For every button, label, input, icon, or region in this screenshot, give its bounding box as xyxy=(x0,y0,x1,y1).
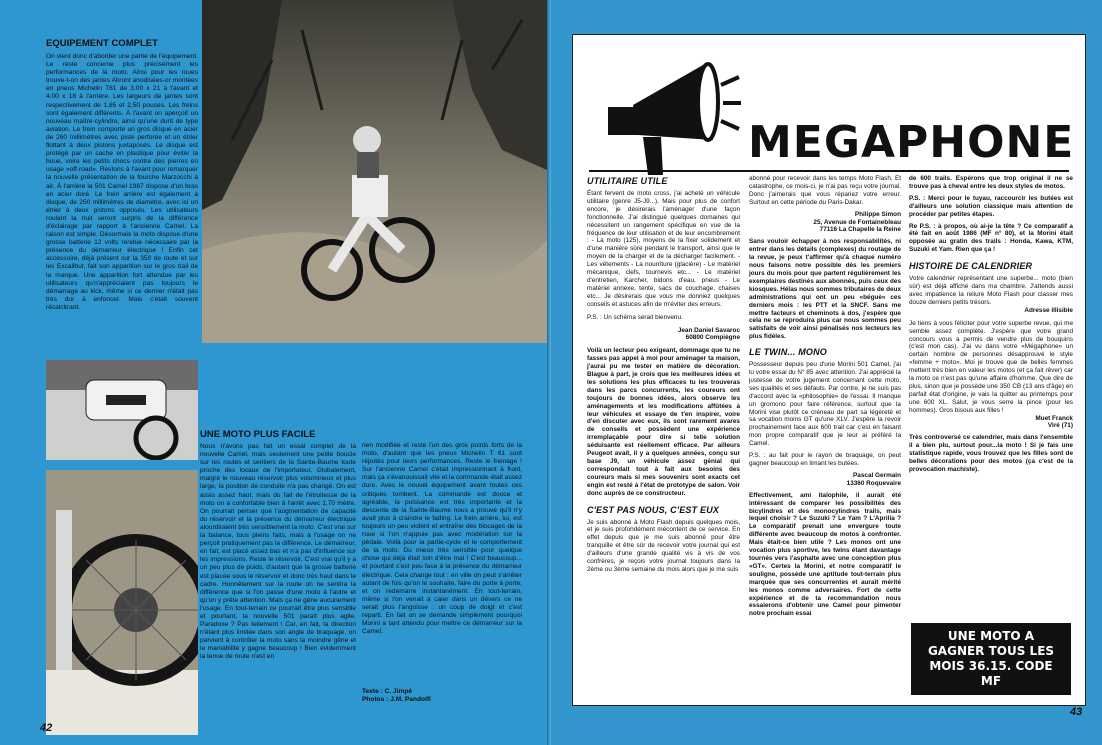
col3-re: Re P.S. : à propos, où ai-je la tête ? Ce comparatif a été fait en août 1986 (MF n° 80), et la Morini était opposée au gratin des trails : Honda, Kawa, KTM, Suzuki et Yam. Rien que ça ! xyxy=(909,222,1073,254)
twin-mono-ps: P.S. : au fait pour le rayon de braquage, on peut gagner beaucoup en limant les butées. xyxy=(749,452,901,467)
cest-pas-nous-title: C'EST PAS NOUS, C'EST EUX xyxy=(587,504,720,515)
bike-detail-image xyxy=(46,360,198,460)
col2-sig2: 25, Avenue de Fontainebleau xyxy=(813,218,901,226)
calendrier-sig3: Viré (71) xyxy=(1047,422,1073,430)
credits-text: Texte : C. Jimpé xyxy=(362,688,413,695)
credits-photos: Photos : J.M. Pandolfi xyxy=(362,696,431,704)
col2-sig3: 77116 La Chapelle la Reine xyxy=(819,226,901,234)
col2-body: abonné pour recevoir dans les temps Moto Flash. Et catastrophe, ce mois-ci, je n'ai pas reçu votre journal. Donc j'aimerais que vous répariez votre erreur. Surtout en cette période du Paris-Dakar. xyxy=(749,175,901,206)
col3-ps: P.S. : Merci pour le tuyau, raccourcir les butées est d'ailleurs une solution classique mais attention de procéder par petites étapes. xyxy=(909,194,1073,218)
utilitaire-body: Étant fervent de moto cross, j'ai acheté un véhicule utilitaire (genre J5-J9...). Mais pour plus de confort encore, je désirerais l'aménager d'une façon fonctionnelle. J'ai distingué quelques domaines qui nécessitent un rangement spécifique en vue de la fréquence de leur utilisation et de leur encombrement : - La moto (125), moyens de la fixer solidement et d'une manière sûre pendant le transport, ainsi que le moyen de la charger et de la décharger facilement. - Les vêtements - La nourriture (glacière) - Le matériel mécanique, clefs, tournevis etc... - Le matériel d'entretien, Karcher, bidons d'eau, pneus - Le matériel annexe, tente, sacs de couchage, chaises etc... Je désirerais que vous me donniez quelques conseils et astuces afin de m'éviter des erreurs. xyxy=(587,190,740,308)
twin-mono-body: Possesseur depuis peu d'une Morini 501 Camel, j'ai lu votre essai du N° 85 avec attention. J'ai apprécié la justesse de votre jugement concernant cette moto, ses qualités et ses défauts. Par contre, je ne suis pas d'accord avec la «philosophie» de l'essai. Il manque un gromono pour faire référence, surtout que la Morini vise plutôt ce créneau de part sa légèreté et sa vocation moins GT qu'une XLV. J'espère la revoir prochainement face aux 600 trail car c'est en faisant mon propre comparatif que je leur ai préféré la Camel. xyxy=(749,361,901,448)
section2-title: UNE MOTO PLUS FACILE xyxy=(200,429,316,440)
utilitaire-title: UTILITAIRE UTILE xyxy=(587,176,668,186)
calendrier-title: HISTOIRE DE CALENDRIER xyxy=(909,261,1033,272)
twin-mono-sig1: Pascal Germain xyxy=(853,471,901,479)
page-number-right: 43 xyxy=(1070,706,1083,718)
utilitaire-sig1: Jean Daniel Savaroc xyxy=(677,326,740,334)
utilitaire-sig2: 60800 Compiègne xyxy=(685,334,740,342)
letters-col2 xyxy=(749,175,901,701)
calendrier-sig: Adresse illisible xyxy=(1024,306,1073,314)
utilitaire-reply: Voilà un lecteur peu exigeant, dommage que tu ne fasses pas appel à moi pour aménager ta maison, j'aurai pu me tester en matière de décoration. Blague à part, je crois que les meilleures idées et les solutions les plus efficaces tu les trouveras dans les parcs concurrents, les coureurs ont toujours de bonnes idées, alors observe les aménagements et les modifications affûtées à leur véhicules et essaye de t'en inspirer, voire d'en discuter avec eux, ils sont rarement avares de conseils et possèdent une expérience irremplaçable pour dire si telle solution séduisante est réellement efficace. Par ailleurs Peugeot avait, il y a quelques années, conçu sur base J9, un véhicule assez génial qui correspondait tout à fait aux besoins des coureurs mais si mes souvenirs sont exacts cet engin est resté à l'état de prototype de salon. Voir donc auprès de ce constructeur. xyxy=(587,347,740,497)
section2-body: Nous n'avons pas fait un essai complet de la nouvelle Camel, mais seulement une petite boucle sur les routes et sentiers de la Sainte-Baume toute proche des locaux de l'importateur. Globalement, malgré le nouveau réservoir plus volumineux et plus large, la position de conduite n'a pas changé. On est assis assez haut, mais du fait de l'étroitesse de la moto on a confortable bien à l'arrêt avec 1,70 mètre. On pourrait penser que l'augmentation de capacité du réservoir et la présence du démarreur électrique alourdiraient très sensiblement la moto. C'est vrai sur la balance, tous pleins faits, mais à l'usage on ne perçoit pratiquement pas la différence. Le démarreur, en fait, est placé assez bas et n'a pas d'influence sur les impressions. Reste le réservoir. C'est vrai qu'il y a un peu plus de poids, d'autant que la grosse batterie est placée sous le réservoir et donc très haut dans le cadre. Honnêtement sur la route on ne sentira la différence que si l'on passe d'une moto à l'autre et qu'on y prête attention. Mais ça ne gêne aucunement l'usage. En tout-terrain ce pourrait être plus sensible et pourtant, la nouvelle 501 paraît plus agile. Paradoxe ? Pas tellement ! Car, en fait, la direction n'étant plus limitée dans son angle de braquage, on parvient à contrôler la moto sans la moindre gêne et le maniabilité y gagne beaucoup ! Bien évidemment la tenue de route n'est en xyxy=(200,443,356,661)
camel-side-photo xyxy=(46,360,198,460)
calendrier-reply: Très controversé ce calendrier, mais dans l'ensemble il a bien plu, surtout pour...la moto ! Si je fais une statistique rapide, vous trouvez que les filles sont de belles décorations pour des motos (ça c'est de la provocation machiste). xyxy=(909,434,1073,473)
twin-mono-sig2: 13360 Roquevaire xyxy=(846,479,901,487)
trail-photo-large xyxy=(202,0,547,343)
section2-col1 xyxy=(200,429,356,729)
cest-pas-nous-body: Je suis abonné à Moto Flash depuis quelques mois, et je suis profondément mécontent de ce service. En effet depuis que je me suis abonné pour être tranquille et être sûr de recevoir votre journal qui est d'ailleurs d'une grande qualité vis à vis de vos confrères, je reçois votre journal toujours dans la 2ème ou 3ème semaine du mois alors que je me suis xyxy=(587,518,740,573)
promo-box xyxy=(911,623,1071,695)
twin-mono-title: LE TWIN... MONO xyxy=(749,347,827,358)
section1-text xyxy=(46,38,198,356)
wheel-brake-photo xyxy=(46,470,198,735)
masthead: MEGAPHONE xyxy=(748,117,1075,168)
section2-col2 xyxy=(362,442,522,687)
section2-body-continued: rien modifiée et reste l'un des gros points forts de la moto, d'autant que les pneus Michelin T 61 sont réputés pour leurs performances. Reste le freinage ! Sur l'ancienne Camel c'était impressionnant à froid, mais ça s'évanouissait vite et la commande était assez dure. Avec le nouvel équipement avant toutes ces critiques tombent. La commande est douce et agréable, la puissance est très importante et la descente de la Sainte-Baume nous a prouvé qu'il n'y avait plus à craindre le fading. Le frein arrière, lui, est toujours un peu violent et entraîne des blocages de la roue si l'on n'appuie pas avec modération sur la pédale. Voilà pour la partie-cycle et le comportement de la moto. Du mieux très sensible pour quelque chose qui déjà était loin d'être mal ! C'est beaucoup... et pourtant c'est peu face à la présence du démarreur électrique. Cela change tout : en ville on peut s'arrêter autant de fois qu'on le souhaite, faire du porte à porte, et on redémarre instantanément. En tout-terrain, même si l'on venait à caler dans un dévers ce ne serait plus l'angoisse : un coup de doigt et c'est reparti. En fait on se demande simplement pourquoi Morini a tant attendu pour mettre ce démarreur sur la Camel. xyxy=(362,442,522,636)
col2-sig1: Philippe Simon xyxy=(854,210,901,218)
letters-col1 xyxy=(587,175,740,701)
masthead-rule xyxy=(589,170,1069,172)
credits xyxy=(362,688,522,708)
section1-body: On vient donc d'aborder une partie de l'équipement. Le reste concerne plus précisément les performances de la moto. Ainsi pour les roues trouve-t-on des jantes Akront anodisées-or montées en pneus Michelin T61 de 3.00 x 21 à l'avant et 4.00 x 18 à l'arrière. Les largeurs de jantes sont respectivement de 1,85 et 2,50 pouces. Les freins sont également différents. À l'avant on aperçoit un nouveau maître-cylindre, ainsi qu'une durit de type aviation. Le frein comporte un gros disque en acier de 260 millimètres avec piste perforée et un étrier flottant à deux pistons juxtaposés. Le disque est protégé par un cache en plastique pour éviter la boue, voire les petits chocs contre des pierres en usage «off-road». Restons à l'avant pour remarquer la nouvelle présentation de la fourche Marzocchi à air. À l'arrière la 501 Camel 1987 dispose d'un bras en acier doré. Le frein arrière est également à disque, de 250 millimètres de diamètre, avec ici un étrier à deux pistons opposés. Les utilisateurs roulant la nuit seront surpris de la différence d'éclairage par rapport à l'ancienne Camel. La raison est simple. Désormais la moto dispose d'une grosse batterie 12 volts rendue nécessaire par la présence du démarreur électrique ! Enfin cet accessoire, déjà présent sur la 350 de route et sur les Excalibur, fait son apparition sur le gros trail de la marque. Une apparition fort attendue par les utilisateurs qu'n'appréciaient pas toujours le démarrage au kick, même si ce dernier n'était pas très dur à enfoncer. Mais c'était souvent récalcitrant. xyxy=(46,53,198,311)
trail-rider-image xyxy=(202,0,547,343)
promo-text: UNE MOTO A GAGNER TOUS LES MOIS 36.15. CODE MF xyxy=(927,629,1055,688)
calendrier-sig2: Muet Franck xyxy=(1035,414,1073,422)
page-number-left: 42 xyxy=(40,722,53,734)
col2-reply: Sans vouloir échapper à nos responsabilités, ni entrer dans les détails (complexes) du routage de la revue, je peux t'affirmer qu'à chaque numéro nous faisons notre possible dès les premiers jours du mois pour que partent régulièrement les exemplaires destinés aux abonnés, puis ceux des kiosques. Hélas nous sommes tributaires de deux administrations qui ont un peu «béguè» ces derniers mois : les PTT et la SNCF. Sans me mettre facteurs et cheminots à dos, j'espère que cela ne se reproduira plus car nous sommes peu satisfaits de voir ainsi pénalisés nos lecteurs les plus fidèles. xyxy=(749,238,901,341)
twin-mono-reply: Effectivement, ami italophile, il aurait été intéressant de comparer les possibilités des bicylindres et des monocylindres trails, mais lequel choisir ? Le Suzuki ? Le Yam ? L'Aprilia ? Le comparatif prenait une envergure toute différente avec beaucoup de motos à confronter. Mais était-ce bien utile ? Les monos ont une vocation plus sportive, les twins étant davantage tournés vers l'asphalte avec une conception plus «GT». Certes la Morini, et notre comparatif le souligne, possède une aptitude tout-terrain plus marquée que ses concurrentes et aurait mérité les monos comme adversaires. Fort de cette expérience et de ta recommandation nous essaierons d'obtenir une Camel pour pimenter notre prochain essai xyxy=(749,491,901,618)
col3-body: de 600 trails. Espérons que trop original il ne se trouve pas à cheval entre les deux styles de motos. xyxy=(909,175,1073,190)
calendrier-body: Votre calendrier représentant une superbe... moto (bien sûr) est déjà affiché dans ma chambre. J'attends aussi avec impatience la reliure Moto Flash pour classer mes douze derniers petits trésors. xyxy=(909,275,1073,306)
calendrier-body2: Je tiens à vous féliciter pour votre superbe revue, qui me semble assez complète. J'espère que votre grand concours vous a permis de vendre plus de bouquins (c'est mon cas). J'ai vu dans votre «Mégaphone» un certain nombre de personnes désapprouvé le style «femme + moto». Moi je trouve que de belles femmes mettent très bien en valeur les motos (et ça fait rêver) car la moto ce n'est pas qu'une affaire d'homme. Que dire de plus, sinon que je possède une 350 CB (13 ans d'âge) en parfait état d'origine, je vais la quitter au printemps pour une 600 XL. Salut, je vous serre la pince (pour les hommes). Gros bisous aux filles ! xyxy=(909,319,1073,414)
megaphone-sheet xyxy=(572,34,1086,706)
section1-title: EQUIPEMENT COMPLET xyxy=(46,38,158,49)
front-wheel-image xyxy=(46,470,198,735)
megaphone-icon xyxy=(593,45,743,185)
utilitaire-ps: P.S. : Un schéma serait bienvenu. xyxy=(587,313,683,321)
